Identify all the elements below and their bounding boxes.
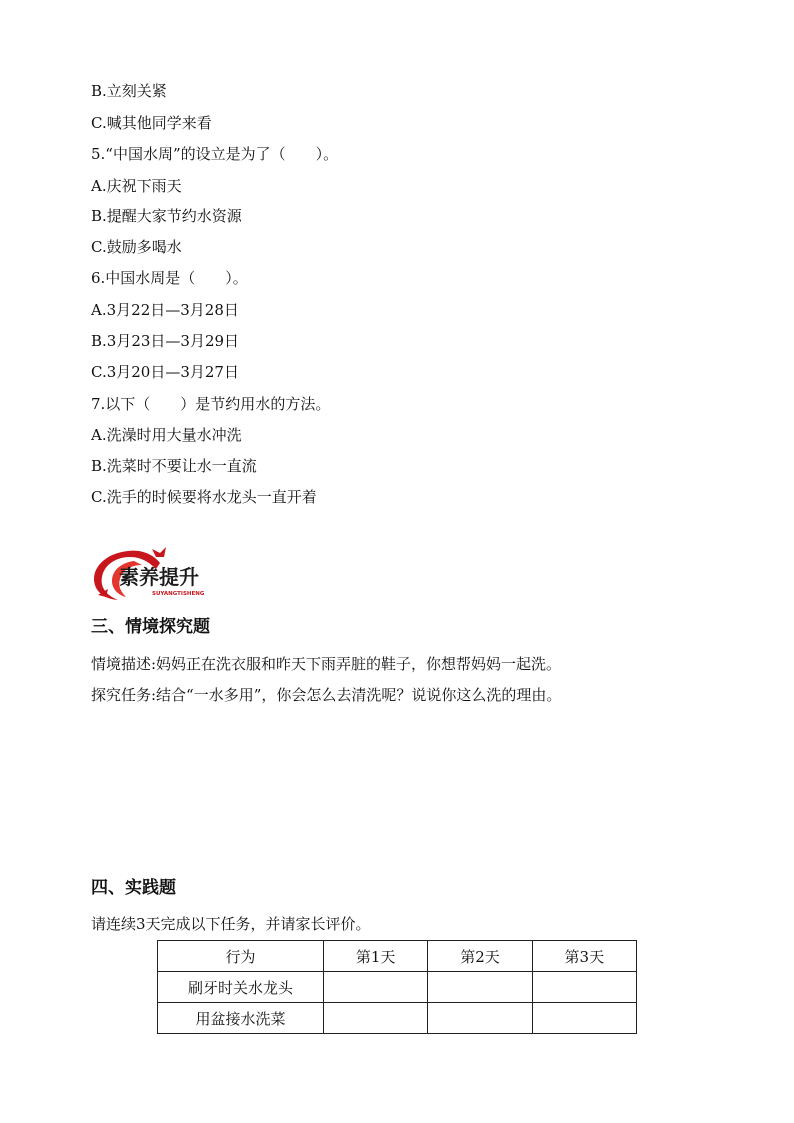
q6-option-a: A.3月22日—3月28日 [91,301,239,319]
table-header-row [158,941,637,972]
q5-option-b: B.提醒大家节约水资源 [91,207,242,225]
q4-option-c: C.喊其他同学来看 [91,114,212,132]
q6-option-b: B.3月23日—3月29日 [91,332,240,350]
q6-option-c: C.3月20日—3月27日 [91,363,239,381]
section3-task: 探究任务:结合“一水多用”，你会怎么去清洗呢？说说你这么洗的理由。 [91,686,562,704]
logo-title: 素养提升 [119,565,199,589]
table-cell[interactable] [532,972,636,1003]
table-cell[interactable] [324,972,428,1003]
table-cell-behavior: 用盆接水洗菜 [158,1003,324,1034]
table-cell[interactable] [428,972,532,1003]
q7-question: 7.以下（ ）是节约用水的方法。 [91,395,331,413]
section3-scenario: 情境描述:妈妈正在洗衣服和昨天下雨弄脏的鞋子，你想帮妈妈一起洗。 [91,655,562,673]
q5-option-c: C.鼓励多喝水 [91,238,182,256]
table-cell-behavior: 刷牙时关水龙头 [158,972,324,1003]
table-header-cell: 行为 [158,941,324,972]
section3-heading: 三、情境探究题 [91,617,210,637]
table-row [158,1003,637,1034]
practice-table [157,940,637,1034]
table-header-cell: 第2天 [428,941,532,972]
table-row [158,972,637,1003]
dragon-logo-icon [90,545,230,603]
q7-option-b: B.洗菜时不要让水一直流 [91,457,257,475]
logo-subtitle: SUYANGTISHENG [152,591,205,597]
q7-option-c: C.洗手的时候要将水龙头一直开着 [91,488,317,506]
q4-option-b: B.立刻关紧 [91,82,167,100]
table-header-cell: 第1天 [324,941,428,972]
table-cell[interactable] [532,1003,636,1034]
q7-option-a: A.洗澡时用大量水冲洗 [91,426,242,444]
table-cell[interactable] [428,1003,532,1034]
table-header-cell: 第3天 [532,941,636,972]
section4-instruction: 请连续3天完成以下任务，并请家长评价。 [91,915,371,933]
suyang-tisheng-logo [90,545,230,603]
q5-option-a: A.庆祝下雨天 [91,177,182,195]
section4-heading: 四、实践题 [91,878,176,898]
q5-question: 5.“中国水周”的设立是为了（ ）。 [91,145,339,163]
q6-question: 6.中国水周是（ ）。 [91,269,248,287]
table-cell[interactable] [324,1003,428,1034]
